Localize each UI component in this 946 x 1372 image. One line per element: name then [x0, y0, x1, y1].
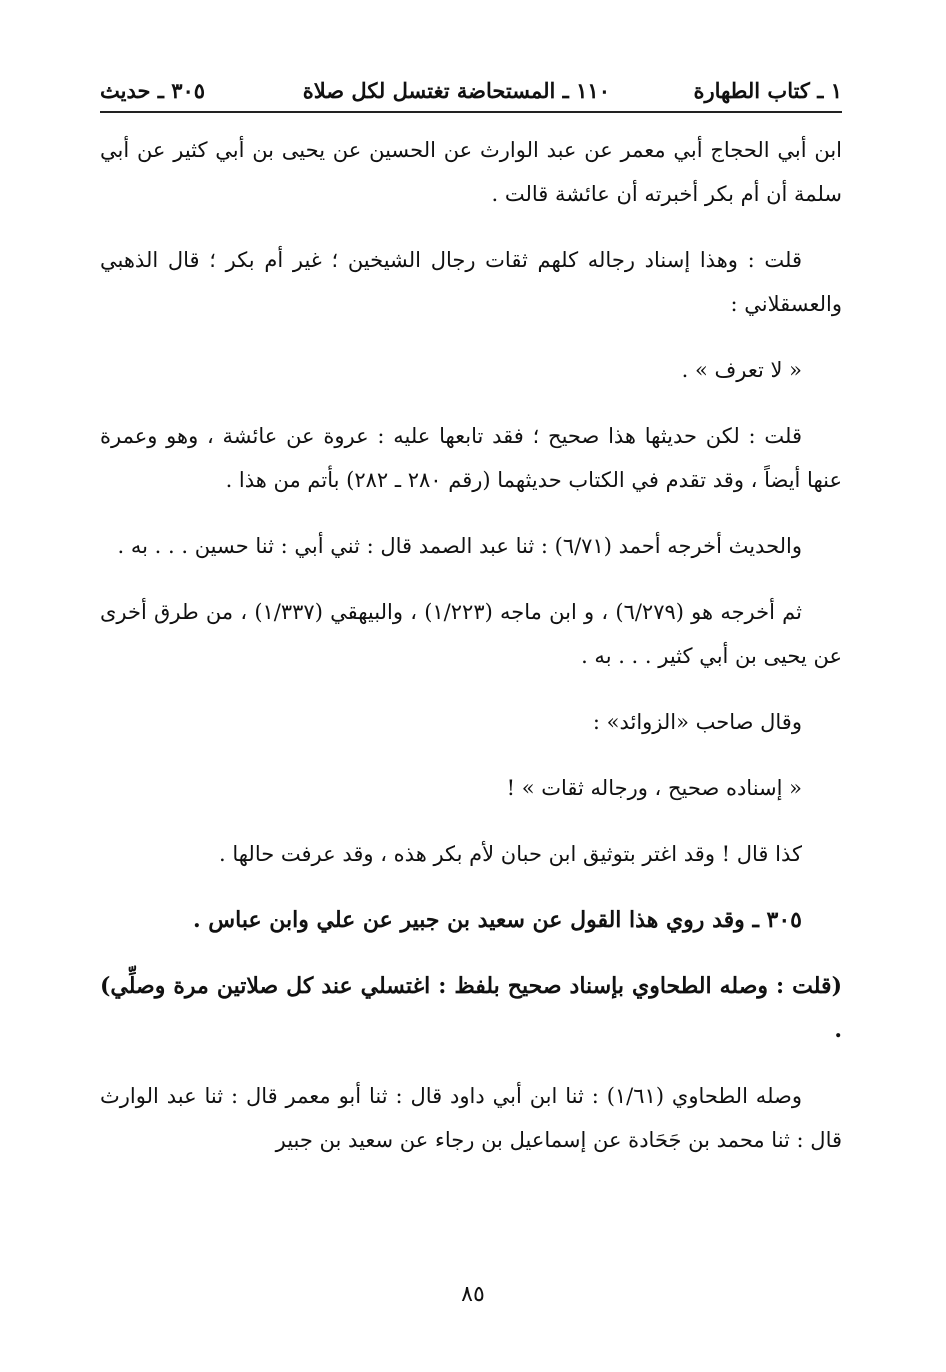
paragraph-corroboration: قلت : لكن حديثها هذا صحيح ؛ فقد تابعها عليه : عروة عن عائشة ، وهو وعمرة عنها أيضاً ، وقد تقدم في الكتاب حديثهما (رقم ٢٨٠ ـ ٢٨٢) بأتم من هذا . — [100, 424, 842, 492]
paragraph-other-references: ثم أخرجه هو (٦/٢٧٩) ، و ابن ماجه (١/٢٢٣) ، والبيهقي (١/٣٣٧) ، من طرق أخرى عن يحيى بن أبي كثير . . . به . — [100, 600, 842, 668]
page-number: ٨٥ — [461, 1282, 485, 1307]
running-header — [100, 74, 842, 112]
body-text — [100, 128, 842, 1184]
paragraph-hadith-305-heading: ٣٠٥ ـ وقد روي هذا القول عن سعيد بن جبير عن علي وابن عباس . — [192, 907, 802, 933]
paragraph-zawaid-intro: وقال صاحب «الزوائد» : — [592, 710, 802, 734]
paragraph-ahmad-reference: والحديث أخرجه أحمد (٦/٧١) : ثنا عبد الصمد قال : ثني أبي : ثنا حسين . . . به . — [117, 534, 802, 558]
header-chapter-title: ١١٠ ـ المستحاضة تغتسل لكل صلاة — [302, 78, 610, 103]
paragraph-isnad-continuation: ابن أبي الحجاج أبي معمر عن عبد الوارث عن الحسين عن يحيى بن أبي كثير عن أبي سلمة أن أم بكر أخبرته أن عائشة قالت . — [100, 138, 842, 206]
paragraph-tahawi-chain: وصله الطحاوي (١/٦١) : ثنا ابن أبي داود قال : ثنا أبو معمر قال : ثنا عبد الوارث قال : ثنا محمد بن جَحَادة عن إسماعيل بن رجاء عن سعيد بن جبير — [100, 1084, 842, 1152]
paragraph-isnad-assessment: قلت : وهذا إسناد رجاله كلهم ثقات رجال الشيخين ؛ غير أم بكر ؛ قال الذهبي والعسقلاني : — [100, 248, 842, 316]
paragraph-zawaid-quote: « إسناده صحيح ، ورجاله ثقات » ! — [506, 776, 802, 800]
header-divider — [100, 111, 842, 113]
paragraph-quote-unknown: « لا تعرف » . — [681, 358, 802, 382]
header-book-title: ١ ـ كتاب الطهارة — [693, 78, 842, 103]
header-hadith-number: ٣٠٥ ـ حديث — [100, 78, 206, 103]
paragraph-comment: كذا قال ! وقد اغتر بتوثيق ابن حبان لأم بكر هذه ، وقد عرفت حالها . — [219, 842, 802, 866]
paragraph-hadith-305-note: (قلت : وصله الطحاوي بإسناد صحيح بلفظ : اغتسلي عند كل صلاتين مرة وصلِّي) . — [100, 973, 842, 1043]
